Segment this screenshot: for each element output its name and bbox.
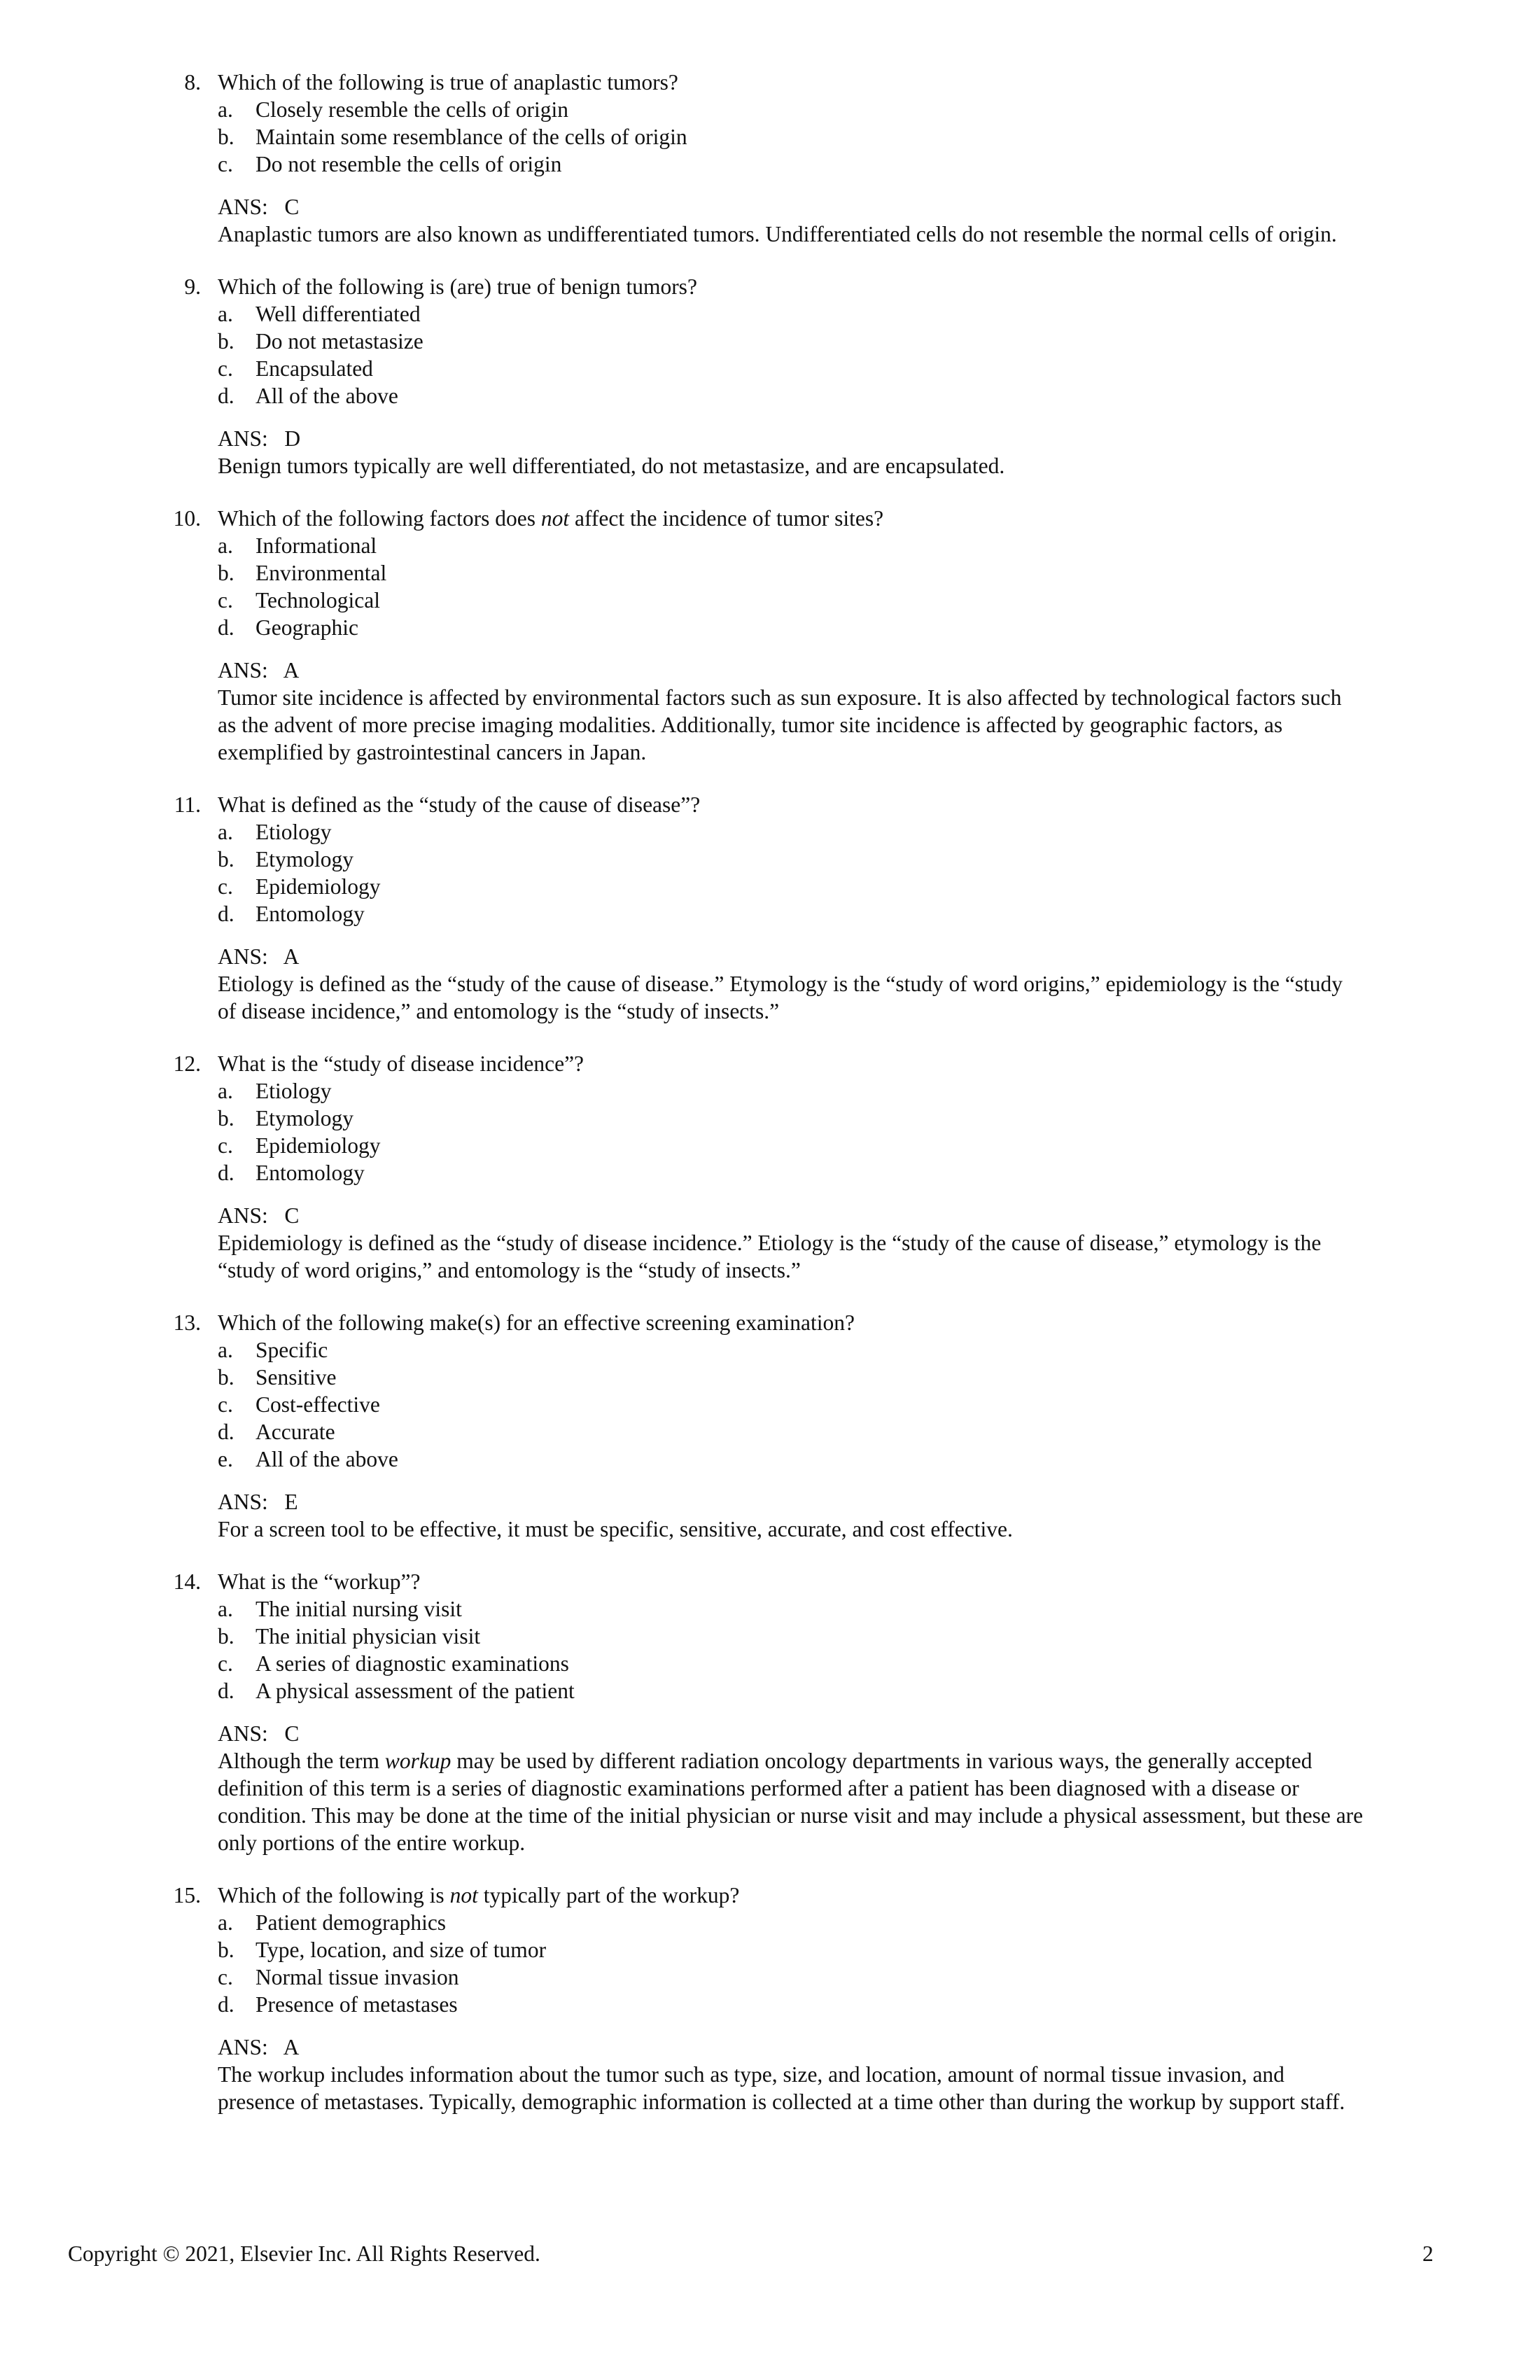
answer-option [0, 328, 1540, 355]
option-letter: b. [218, 847, 234, 872]
option-letter: b. [218, 1624, 234, 1648]
question-number: 10. [173, 506, 201, 531]
text-segment: Which of the following is (are) true of benign tumors? [218, 274, 697, 299]
question-line [0, 1568, 1540, 1595]
option-letter: b. [218, 329, 234, 354]
option-letter: c. [218, 152, 233, 176]
option-letter: b. [218, 1365, 234, 1390]
text-segment: Epidemiology is defined as the “study of disease incidence.” Etiology is the “study of the cause of disease,” etymology is the [218, 1231, 1322, 1255]
option-text: Specific [255, 1338, 328, 1362]
question-text [218, 1050, 584, 1077]
option-text: Entomology [255, 902, 365, 926]
option-text: All of the above [255, 1447, 398, 1471]
option-text: Presence of metastases [255, 1992, 458, 2017]
option-letter: a. [218, 1079, 233, 1103]
answer-option [0, 1963, 1540, 1991]
answer-key: ANS: C [218, 1721, 300, 1746]
explanation-line [0, 997, 1540, 1025]
option-letter: a. [218, 1338, 233, 1362]
text-segment: typically part of the workup? [477, 1883, 740, 1907]
answer-key: ANS: A [218, 658, 300, 682]
question-item [0, 1568, 1540, 1856]
italic-text: not [449, 1883, 478, 1907]
option-letter: a. [218, 1910, 233, 1935]
explanation-line [0, 738, 1540, 766]
option-text: A physical assessment of the patient [255, 1679, 575, 1703]
option-letter: a. [218, 533, 233, 558]
answer-option [0, 1595, 1540, 1623]
answer-option [0, 382, 1540, 410]
question-line [0, 1050, 1540, 1077]
option-letter: c. [218, 1651, 233, 1676]
question-number: 9. [184, 274, 201, 299]
explanation-line [0, 1829, 1540, 1856]
question-item [0, 1309, 1540, 1543]
option-letter: d. [218, 1679, 234, 1703]
question-item [0, 505, 1540, 766]
answer-option [0, 1418, 1540, 1446]
option-letter: d. [218, 384, 234, 408]
explanation-line [0, 452, 1540, 479]
text-segment: The workup includes information about the tumor such as type, size, and location, amount of normal tissue invasion, and [218, 2062, 1284, 2087]
question-line [0, 273, 1540, 300]
italic-text: not [540, 506, 570, 531]
question-line [0, 505, 1540, 532]
text-segment: only portions of the entire workup. [218, 1830, 526, 1855]
text-segment: Which of the following is true of anaplastic tumors? [218, 70, 678, 94]
question-line [0, 791, 1540, 818]
option-letter: c. [218, 874, 233, 899]
text-segment: of disease incidence,” and entomology is the “study of insects.” [218, 999, 780, 1023]
question-item [0, 273, 1540, 479]
explanation-line [0, 1774, 1540, 1802]
explanation-line [0, 1802, 1540, 1829]
answer-option [0, 1623, 1540, 1650]
question-text [218, 791, 700, 818]
explanation-line [0, 684, 1540, 711]
question-list [0, 69, 1540, 2141]
option-text: Sensitive [255, 1365, 337, 1390]
question-number: 11. [174, 792, 201, 817]
text-segment: presence of metastases. Typically, demographic information is collected at a time other than during the workup by support staff. [218, 2090, 1345, 2114]
explanation-line [0, 1229, 1540, 1256]
answer-option [0, 1991, 1540, 2018]
page-number: 2 [1422, 2241, 1434, 2266]
option-text: Accurate [255, 1420, 335, 1444]
question-item [0, 1882, 1540, 2115]
answer-option [0, 1650, 1540, 1677]
answer-option [0, 150, 1540, 178]
answer-option [0, 846, 1540, 873]
option-letter: b. [218, 561, 234, 585]
answer-option [0, 1909, 1540, 1936]
option-text: The initial nursing visit [255, 1597, 462, 1621]
question-line [0, 1882, 1540, 1909]
text-segment: may be used by different radiation oncology departments in various ways, the generally accepted [451, 1749, 1312, 1773]
text-segment: Anaplastic tumors are also known as undifferentiated tumors. Undifferentiated cells do not resemble the normal cells of origin. [218, 222, 1337, 246]
explanation-line [0, 2061, 1540, 2088]
copyright-notice: Copyright © 2021, Elsevier Inc. All Rights Reserved. [68, 2241, 540, 2266]
question-item [0, 791, 1540, 1025]
text-segment: For a screen tool to be effective, it must be specific, sensitive, accurate, and cost effective. [218, 1517, 1013, 1541]
answer-key: ANS: E [218, 1490, 298, 1514]
text-segment: “study of word origins,” and entomology is the “study of insects.” [218, 1258, 801, 1282]
option-letter: b. [218, 1938, 234, 1962]
answer-option [0, 1391, 1540, 1418]
question-text [218, 505, 883, 532]
option-letter: c. [218, 588, 233, 612]
explanation-line [0, 1256, 1540, 1284]
answer-option [0, 1446, 1540, 1473]
option-text: Environmental [255, 561, 387, 585]
option-text: Do not metastasize [255, 329, 424, 354]
option-letter: d. [218, 615, 234, 640]
option-text: Informational [255, 533, 377, 558]
text-segment: Tumor site incidence is affected by environmental factors such as sun exposure. It is also affected by technological factors such [218, 685, 1342, 710]
option-text: Closely resemble the cells of origin [255, 97, 569, 122]
question-line [0, 69, 1540, 96]
option-text: Epidemiology [255, 874, 381, 899]
option-text: Type, location, and size of tumor [255, 1938, 547, 1962]
answer-option [0, 559, 1540, 587]
text-segment: exemplified by gastrointestinal cancers in Japan. [218, 740, 647, 764]
text-segment: affect the incidence of tumor sites? [569, 506, 884, 531]
question-text [218, 1568, 421, 1595]
answer-key: ANS: A [218, 944, 300, 969]
text-segment: Which of the following is [218, 1883, 450, 1907]
option-letter: a. [218, 1597, 233, 1621]
text-segment: Benign tumors typically are well differentiated, do not metastasize, and are encapsulated. [218, 454, 1005, 478]
answer-key: ANS: C [218, 1203, 300, 1228]
explanation-line [0, 1747, 1540, 1774]
option-text: Etymology [255, 1106, 354, 1130]
explanation-line [0, 2088, 1540, 2115]
answer-option [0, 873, 1540, 900]
option-text: Etymology [255, 847, 354, 872]
explanation-line [0, 970, 1540, 997]
option-letter: c. [218, 356, 233, 381]
italic-text: workup [384, 1749, 451, 1773]
answer-key: ANS: D [218, 426, 301, 451]
answer-key: ANS: C [218, 195, 300, 219]
option-text: Do not resemble the cells of origin [255, 152, 562, 176]
answer-option [0, 1077, 1540, 1105]
question-item [0, 69, 1540, 248]
option-letter: a. [218, 820, 233, 844]
option-text: Well differentiated [255, 302, 421, 326]
option-text: Etiology [255, 1079, 332, 1103]
text-segment: What is the “study of disease incidence”? [218, 1051, 584, 1076]
answer-option [0, 532, 1540, 559]
text-segment: Which of the following factors does [218, 506, 541, 531]
answer-option [0, 1336, 1540, 1364]
answer-option [0, 300, 1540, 328]
explanation-line [0, 1516, 1540, 1543]
question-line [0, 1309, 1540, 1336]
text-segment: What is defined as the “study of the cause of disease”? [218, 792, 701, 817]
option-letter: e. [218, 1447, 233, 1471]
question-number: 12. [173, 1051, 201, 1076]
text-segment: Which of the following make(s) for an effective screening examination? [218, 1310, 855, 1335]
question-number: 8. [184, 70, 201, 94]
option-text: All of the above [255, 384, 398, 408]
answer-option [0, 614, 1540, 641]
question-text [218, 273, 697, 300]
answer-option [0, 1159, 1540, 1186]
answer-option [0, 123, 1540, 150]
option-text: Technological [255, 588, 380, 612]
question-text [218, 69, 678, 96]
option-text: Geographic [255, 615, 358, 640]
option-text: Patient demographics [255, 1910, 447, 1935]
question-number: 13. [173, 1310, 201, 1335]
answer-option [0, 355, 1540, 382]
answer-option [0, 96, 1540, 123]
option-text: Cost-effective [255, 1392, 380, 1417]
option-letter: a. [218, 97, 233, 122]
answer-option [0, 1364, 1540, 1391]
question-text [218, 1882, 739, 1909]
text-segment: as the advent of more precise imaging modalities. Additionally, tumor site incidence is affected by geographic factors, as [218, 713, 1283, 737]
answer-option [0, 1105, 1540, 1132]
answer-option [0, 900, 1540, 927]
answer-option [0, 1677, 1540, 1704]
option-letter: a. [218, 302, 233, 326]
option-letter: c. [218, 1133, 233, 1158]
option-letter: b. [218, 125, 234, 149]
text-segment: condition. This may be done at the time of the initial physician or nurse visit and may include a physical assessment, but these are [218, 1803, 1364, 1828]
question-item [0, 1050, 1540, 1284]
answer-option [0, 1936, 1540, 1963]
option-letter: d. [218, 902, 234, 926]
explanation-line [0, 220, 1540, 248]
option-letter: d. [218, 1161, 234, 1185]
answer-option [0, 1132, 1540, 1159]
text-segment: Etiology is defined as the “study of the cause of disease.” Etymology is the “study of word origins,” epidemiology is the “study [218, 972, 1343, 996]
option-letter: c. [218, 1965, 233, 1989]
answer-option [0, 587, 1540, 614]
option-letter: d. [218, 1992, 234, 2017]
option-text: Epidemiology [255, 1133, 381, 1158]
option-text: Normal tissue invasion [255, 1965, 459, 1989]
option-text: Entomology [255, 1161, 365, 1185]
question-number: 15. [173, 1883, 201, 1907]
question-number: 14. [173, 1569, 201, 1594]
text-segment: definition of this term is a series of diagnostic examinations performed after a patient has been diagnosed with a disease or [218, 1776, 1299, 1800]
option-letter: b. [218, 1106, 234, 1130]
text-segment: Although the term [218, 1749, 385, 1773]
text-segment: What is the “workup”? [218, 1569, 421, 1594]
answer-option [0, 818, 1540, 846]
option-text: Maintain some resemblance of the cells of origin [255, 125, 687, 149]
option-text: The initial physician visit [255, 1624, 481, 1648]
option-text: A series of diagnostic examinations [255, 1651, 569, 1676]
option-letter: c. [218, 1392, 233, 1417]
answer-key: ANS: A [218, 2035, 300, 2059]
option-text: Encapsulated [255, 356, 373, 381]
question-text [218, 1309, 855, 1336]
explanation-line [0, 711, 1540, 738]
option-text: Etiology [255, 820, 332, 844]
option-letter: d. [218, 1420, 234, 1444]
